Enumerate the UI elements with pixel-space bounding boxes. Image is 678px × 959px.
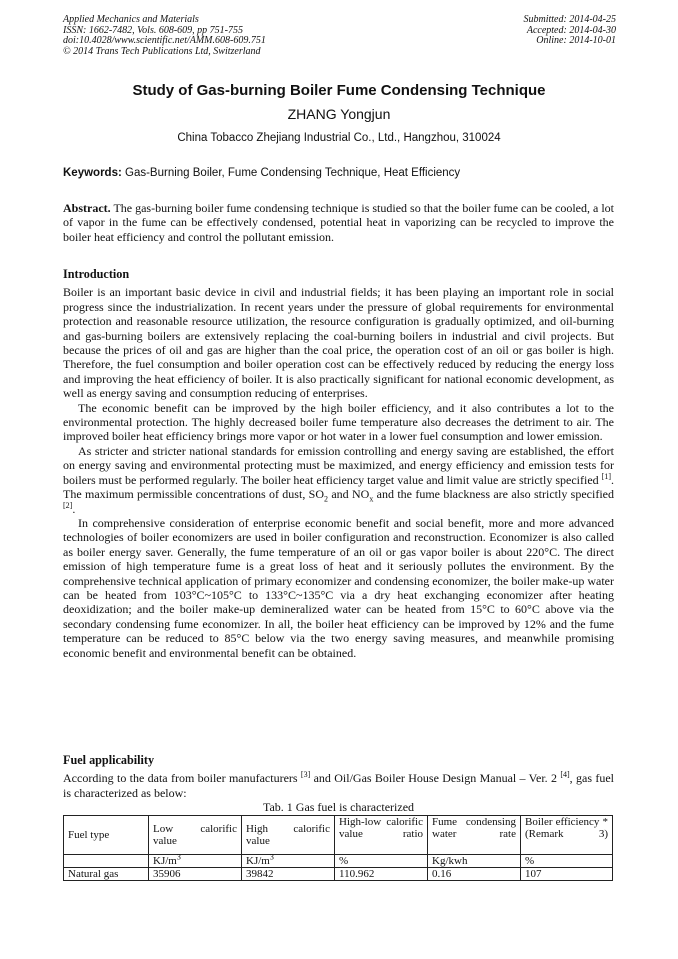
online-date: Online: 2014-10-01	[536, 35, 616, 47]
unit-cell: %	[335, 854, 428, 867]
table-row	[64, 867, 613, 880]
fuel-paragraph	[63, 771, 614, 800]
text-run: As stricter and stricter national standards for emission controlling and energy saving are established, the effort on energy saving and environmental protecting must be maximized, and energy efficiency and emission tests for boilers must be performed regularly. The boiler heat efficiency target value and limit value are strictly specified	[63, 443, 614, 487]
issn: ISSN: 1662-7482, Vols. 608-609, pp 751-755	[63, 24, 243, 36]
header-fuel-type: Fuel type	[64, 815, 149, 854]
table-unit-row	[64, 854, 613, 867]
affiliation: China Tobacco Zhejiang Industrial Co., Ltd., Hangzhou, 310024	[177, 132, 501, 144]
paper-title: Study of Gas-burning Boiler Fume Condensing Technique	[132, 82, 546, 99]
cell-ratio: 110.962	[335, 867, 428, 880]
keywords-text: Gas-Burning Boiler, Fume Condensing Technique, Heat Efficiency	[125, 167, 461, 179]
introduction-section	[63, 267, 614, 660]
text-run: and Oil/Gas Boiler House Design Manual – Ver. 2	[310, 771, 561, 786]
abstract	[63, 201, 614, 244]
header-high-calorific: High calorific value	[242, 815, 335, 854]
unit-cell	[64, 854, 149, 867]
citation-3: [3]	[300, 770, 311, 780]
table-header-row	[64, 815, 613, 854]
submitted-date: Submitted: 2014-04-25	[523, 14, 616, 25]
header-low-calorific: Low calorific value	[149, 815, 242, 854]
citation-1: [1]	[601, 471, 611, 481]
fuel-section	[63, 753, 614, 881]
citation-4: [4]	[560, 770, 570, 780]
doi: doi:10.4028/www.scientific.net/AMM.608-609.751	[63, 35, 266, 47]
keywords-label: Keywords:	[63, 167, 122, 179]
cell-high-calorific: 39842	[242, 867, 335, 880]
text-run: According to the data from boiler manufacturers	[63, 771, 301, 786]
intro-paragraph-1: Boiler is an important basic device in civil and industrial fields; it has been playing an important role in social progress since the industrialization. In recent years under the pressure of global requirements for environmental protection and reasonable resource utilization, the resource configuration is gradually optimized, and oil-burning and gas-burning boilers are extensively replacing the coal-burning boilers in industrial and civil projects. But because the prices of oil and gas are higher than the coal price, the operation cost of an oil or gas boiler is high. Therefore, the fuel consumption and boiler operation cost can be effectively reduced by reducing the energy loss and improving the heat efficiency of boiler. It is also practically significant for national economic development, as well as energy saving and consumption reducing of enterprises.	[63, 285, 614, 401]
unit-sup: 3	[269, 851, 274, 861]
intro-paragraph-2: The economic benefit can be improved by the high boiler efficiency, and it also contributes a lot to the environmental protection. The highly decreased boiler fume temperature also decreases the detriment to air. The improved boiler heat efficiency brings more vapor or hot water in a lower fuel consumption and lower emission.	[63, 400, 614, 444]
unit-sup: 3	[176, 851, 181, 861]
intro-paragraph-3	[63, 444, 614, 516]
introduction-heading: Introduction	[63, 267, 130, 281]
sub-x: x	[369, 494, 374, 504]
unit-cell: %	[521, 854, 613, 867]
text-run: . The maximum permissible concentrations of dust, SO	[63, 472, 614, 502]
journal-name: Applied Mechanics and Materials	[63, 14, 199, 25]
copyright: © 2014 Trans Tech Publications Ltd, Switzerland	[63, 45, 261, 57]
header-condensing-rate: Fume condensing water rate	[428, 815, 521, 854]
accepted-date: Accepted: 2014-04-30	[526, 24, 616, 36]
fuel-heading: Fuel applicability	[63, 753, 155, 767]
gas-fuel-table	[63, 815, 613, 881]
header-ratio: High-low calorific value ratio	[335, 815, 428, 854]
cell-low-calorific: 35906	[149, 867, 242, 880]
unit-cell	[242, 851, 335, 867]
text-run: .	[72, 501, 76, 516]
unit-cell	[149, 851, 242, 867]
abstract-label: Abstract.	[63, 201, 111, 215]
author: ZHANG Yongjun	[287, 106, 391, 122]
keywords	[63, 167, 616, 179]
sub-2: 2	[324, 494, 328, 504]
cell-boiler-efficiency: 107	[521, 867, 613, 880]
journal-info	[63, 15, 266, 57]
cell-condensing-rate: 0.16	[428, 867, 521, 880]
unit-text: KJ/m	[246, 854, 270, 867]
text-run: , gas fuel is characterized as below:	[63, 771, 614, 800]
citation-2: [2]	[63, 500, 73, 510]
unit-text: KJ/m	[153, 854, 177, 867]
intro-paragraph-4: In comprehensive consideration of enterprise economic benefit and social benefit, more and more advanced technologies of boiler economizers are used in boiler configuration and reconstruction. Economizer is also called as boiler energy saver. Generally, the fume temperature of an oil or gas vapor boiler is about 220°C. The direct emission of high temperature fume is a great loss of heat and it seriously pollutes the environment. By the comprehensive technical application of primary economizer and condensing economizer, the boiler make-up water can be heated from 103°C~105°C to 133°C~135°C via a dry heat exchanging economizer after heating deoxidization; and the boiler make-up demineralized water can be heated from 15°C to 60°C above via the secondary condensing fume economizer. In all, the boiler heat efficiency can be improved by 12% and the fume temperature can be reduced to 85°C below via the two energy saving measures, and meanwhile promising economic benefit and environmental benefit can be obtained.	[63, 515, 614, 660]
header-boiler-efficiency: Boiler efficiency * (Remark 3)	[521, 815, 613, 854]
abstract-text: The gas-burning boiler fume condensing technique is studied so that the boiler fume can be cooled, a lot of vapor in the fume can be effectively condensed, potential heat in vaporizing can be recycled to improve the boiler heat efficiency and control the pollutant emission.	[63, 201, 614, 244]
table-caption: Tab. 1 Gas fuel is characterized	[262, 800, 415, 815]
text-run: and NO	[328, 487, 370, 502]
cell-fuel-type: Natural gas	[64, 867, 149, 880]
unit-cell: Kg/kwh	[428, 854, 521, 867]
dates-info	[524, 15, 617, 47]
text-run: and the fume blackness are also strictly specified	[373, 487, 614, 502]
